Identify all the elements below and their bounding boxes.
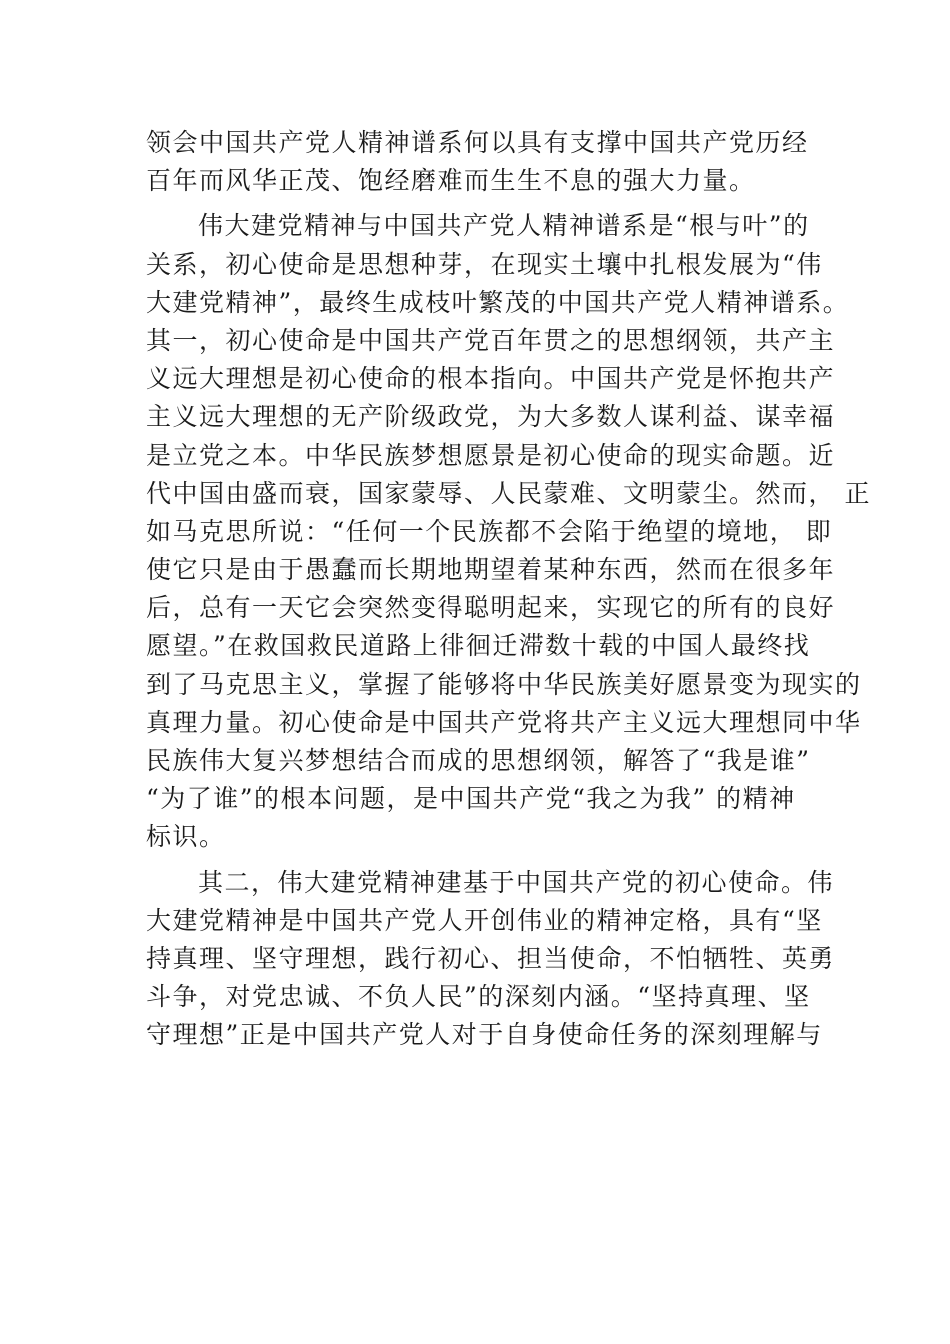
text-line: 到了马克思主义，掌握了能够将中华民族美好愿景变为现实的 xyxy=(146,669,862,699)
text-line: 民族伟大复兴梦想结合而成的思想纲领，解答了“我是谁” xyxy=(146,746,811,775)
paragraph-second-point xyxy=(146,864,836,1055)
text-line: 主义远大理想的无产阶级政党，为大多数人谋利益、谋幸福 xyxy=(146,402,836,432)
text-line: 代中国由盛而衰，国家蒙辱、人民蒙难、文明蒙尘。然而， 正 xyxy=(146,478,871,508)
paragraph-continuation xyxy=(146,124,826,200)
text-line: 是立党之本。中华民族梦想愿景是初心使命的现实命题。近 xyxy=(146,440,836,470)
text-line: 大建党精神”，最终生成枝叶繁茂的中国共产党人精神谱系。 xyxy=(146,287,850,317)
text-line: 其一，初心使命是中国共产党百年贯之的思想纲领，共产主 xyxy=(146,325,836,355)
text-line: 义远大理想是初心使命的根本指向。中国共产党是怀抱共产 xyxy=(146,364,836,394)
body-text xyxy=(146,124,871,1055)
text-line: 如马克思所说：“任何一个民族都不会陷于绝望的境地， 即 xyxy=(146,516,833,546)
text-line: 百年而风华正茂、饱经磨难而生生不息的强大力量。 xyxy=(146,166,756,196)
text-line: “为了谁”的根本问题，是中国共产党“我之为我” 的精神 xyxy=(146,784,796,814)
text-line: 守理想”正是中国共产党人对于自身使命任务的深刻理解与 xyxy=(146,1020,823,1050)
text-line: 使它只是由于愚蠢而长期地期望着某种东西，然而在很多年 xyxy=(146,555,836,585)
text-line: 愿望。”在救国救民道路上徘徊迁滞数十载的中国人最终找 xyxy=(146,631,811,661)
text-line: 领会中国共产党人精神谱系何以具有支撑中国共产党历经 xyxy=(146,128,809,157)
text-line: 大建党精神是中国共产党人开创伟业的精神定格，具有“坚 xyxy=(146,905,823,935)
text-line: 真理力量。初心使命是中国共产党将共产主义远大理想同中华 xyxy=(146,707,862,737)
paragraph-roots-and-leaves xyxy=(146,207,871,856)
text-line: 关系，初心使命是思想种芽，在现实土壤中扎根发展为“伟 xyxy=(146,249,823,279)
text-line: 其二，伟大建党精神建基于中国共产党的初心使命。伟 xyxy=(198,867,835,897)
text-line: 标识。 xyxy=(146,822,226,852)
text-line: 斗争，对党忠诚、不负人民”的深刻内涵。“坚持真理、坚 xyxy=(146,982,811,1012)
text-line: 持真理、坚守理想，践行初心、担当使命，不怕牺牲、英勇 xyxy=(146,943,836,973)
text-line: 后，总有一天它会突然变得聪明起来，实现它的所有的良好 xyxy=(146,593,836,623)
text-line: 伟大建党精神与中国共产党人精神谱系是“根与叶”的 xyxy=(198,211,810,241)
